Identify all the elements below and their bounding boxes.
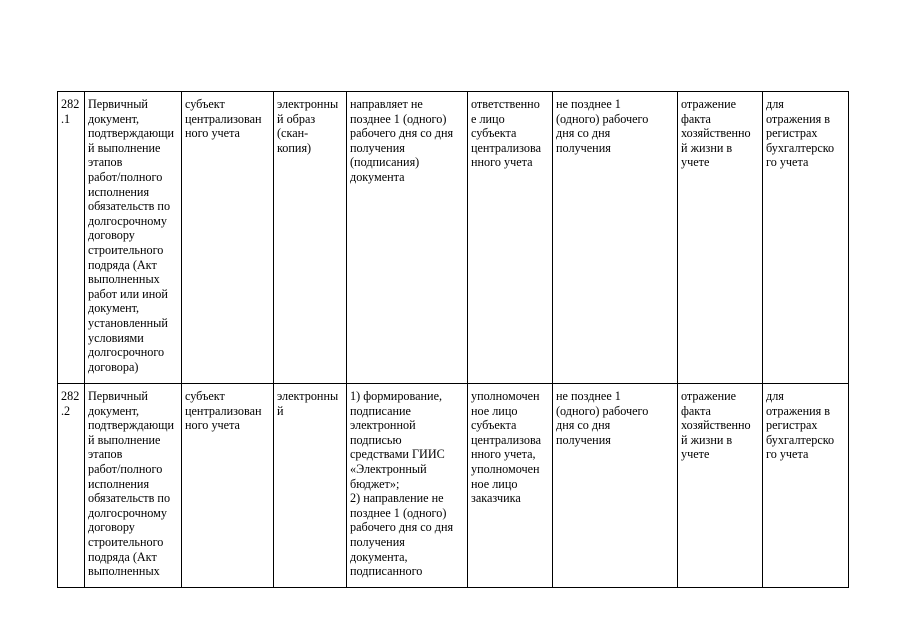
cell-text-line: для xyxy=(766,97,784,111)
cell-text-line: ответственно xyxy=(471,97,540,111)
cell-text-line: выполненных xyxy=(88,564,160,579)
cell-responsible-person xyxy=(468,384,553,588)
cell-text-line: й жизни в xyxy=(681,432,733,447)
cell-text-line: не позднее 1 xyxy=(556,97,621,111)
cell-text-line: (скан- xyxy=(277,126,309,141)
cell-text-line: Первичный xyxy=(88,97,148,111)
cell-text-line: учете xyxy=(681,447,710,462)
table-body xyxy=(58,92,849,588)
cell-text-line: .1 xyxy=(61,111,71,126)
cell-text-line: «Электронный xyxy=(350,461,427,476)
cell-text-line: документ, xyxy=(88,111,140,126)
cell-text-line: уполномочен xyxy=(471,461,540,476)
cell-text-line: го учета xyxy=(766,447,809,462)
cell-text-line: й xyxy=(277,403,284,418)
cell-text-line: заказчика xyxy=(471,491,521,506)
cell-text-line: обязательств по xyxy=(88,199,171,214)
cell-text-line: исполнения xyxy=(88,476,150,491)
cell-text-line: документ, xyxy=(88,301,140,316)
cell-text-line: долгосрочного xyxy=(88,345,165,360)
cell-text-line: 282 xyxy=(61,389,80,403)
cell-text-line: бухгалтерско xyxy=(766,140,835,155)
cell-text-line: Первичный xyxy=(88,389,148,403)
cell-procedure xyxy=(347,92,468,384)
cell-text-line: нного учета, xyxy=(471,447,536,462)
cell-originator xyxy=(182,92,274,384)
cell-text-line: подписание xyxy=(350,403,411,418)
cell-text-line: получения xyxy=(350,534,405,549)
cell-text-line: этапов xyxy=(88,155,123,170)
cell-text-line: (одного) рабочего xyxy=(556,403,649,418)
cell-recipient-use xyxy=(763,92,849,384)
cell-purpose xyxy=(678,92,763,384)
cell-text-line: субъект xyxy=(185,389,225,403)
cell-text-line: й жизни в xyxy=(681,140,733,155)
cell-text-line: факта xyxy=(681,111,711,126)
cell-text-line: этапов xyxy=(88,447,123,462)
cell-text-line: централизова xyxy=(471,140,541,155)
cell-text-line: договора) xyxy=(88,359,139,374)
cell-text-line: централизова xyxy=(471,432,541,447)
cell-text-line: дня со дня xyxy=(556,418,611,433)
cell-text-line: факта xyxy=(681,403,711,418)
cell-text-line: работ/полного xyxy=(88,461,163,476)
cell-text-line: для xyxy=(766,389,784,403)
cell-text-line: строительного xyxy=(88,242,164,257)
cell-document-form xyxy=(274,92,347,384)
cell-text-line: документ, xyxy=(88,403,140,418)
cell-responsible-person xyxy=(468,92,553,384)
cell-procedure xyxy=(347,384,468,588)
cell-text-line: не позднее 1 xyxy=(556,389,621,403)
cell-text-line: 2) направление не xyxy=(350,491,444,506)
cell-text-line: подряда (Акт xyxy=(88,257,157,272)
cell-text-line: й выполнение xyxy=(88,432,161,447)
cell-document-name xyxy=(85,92,182,384)
cell-text-line: документа, xyxy=(350,549,408,564)
cell-text-line: регистрах xyxy=(766,126,818,141)
cell-text-line: субъекта xyxy=(471,418,517,433)
cell-text-line: (одного) рабочего xyxy=(556,111,649,126)
cell-text-line: хозяйственно xyxy=(681,126,751,141)
cell-text-line: (подписания) xyxy=(350,155,420,170)
cell-text-line: регистрах xyxy=(766,418,818,433)
cell-text-line: нного учета xyxy=(471,155,533,170)
cell-text-line: е лицо xyxy=(471,111,505,126)
cell-text-line: позднее 1 (одного) xyxy=(350,111,447,126)
cell-text-line: хозяйственно xyxy=(681,418,751,433)
cell-text-line: 282 xyxy=(61,97,80,111)
cell-originator xyxy=(182,384,274,588)
cell-text-line: ное лицо xyxy=(471,403,518,418)
cell-text-line: документа xyxy=(350,169,405,184)
cell-text-line: рабочего дня со дня xyxy=(350,126,454,141)
cell-text-line: условиями xyxy=(88,330,144,345)
cell-text-line: работ/полного xyxy=(88,169,163,184)
cell-text-line: направляет не xyxy=(350,97,423,111)
cell-row-number xyxy=(58,92,85,384)
cell-text-line: централизован xyxy=(185,111,262,126)
cell-text-line: средствами ГИИС xyxy=(350,447,445,462)
cell-text-line: договору xyxy=(88,228,135,243)
cell-text-line: долгосрочному xyxy=(88,213,167,228)
cell-text-line: позднее 1 (одного) xyxy=(350,505,447,520)
cell-text-line: ное лицо xyxy=(471,476,518,491)
cell-text-line: ного учета xyxy=(185,418,240,433)
cell-text-line: бухгалтерско xyxy=(766,432,835,447)
cell-text-line: получения xyxy=(556,432,611,447)
cell-text-line: отражения в xyxy=(766,111,831,126)
cell-text-line: электронны xyxy=(277,97,339,111)
cell-text-line: выполненных xyxy=(88,272,160,287)
table-row xyxy=(58,384,849,588)
cell-text-line: учете xyxy=(681,155,710,170)
cell-text-line: го учета xyxy=(766,155,809,170)
cell-text-line: установленный xyxy=(88,315,168,330)
cell-text-line: 1) формирование, xyxy=(350,389,443,403)
cell-text-line: копия) xyxy=(277,140,312,155)
cell-text-line: работ или иной xyxy=(88,286,168,301)
cell-text-line: подряда (Акт xyxy=(88,549,157,564)
cell-text-line: й выполнение xyxy=(88,140,161,155)
cell-text-line: получения xyxy=(350,140,405,155)
cell-text-line: исполнения xyxy=(88,184,150,199)
cell-recipient-use xyxy=(763,384,849,588)
cell-text-line: ного учета xyxy=(185,126,240,141)
cell-text-line: электронной xyxy=(350,418,416,433)
cell-text-line: й образ xyxy=(277,111,316,126)
document-table xyxy=(57,91,849,588)
cell-document-name xyxy=(85,384,182,588)
cell-text-line: подтверждающи xyxy=(88,126,175,141)
cell-text-line: отражение xyxy=(681,389,737,403)
cell-purpose xyxy=(678,384,763,588)
cell-text-line: .2 xyxy=(61,403,71,418)
cell-text-line: отражение xyxy=(681,97,737,111)
cell-document-form xyxy=(274,384,347,588)
cell-text-line: уполномочен xyxy=(471,389,540,403)
cell-deadline xyxy=(553,384,678,588)
table-row xyxy=(58,92,849,384)
cell-text-line: централизован xyxy=(185,403,262,418)
cell-text-line: получения xyxy=(556,140,611,155)
cell-text-line: субъект xyxy=(185,97,225,111)
cell-text-line: рабочего дня со дня xyxy=(350,520,454,535)
cell-deadline xyxy=(553,92,678,384)
cell-text-line: подписанного xyxy=(350,564,423,579)
cell-text-line: строительного xyxy=(88,534,164,549)
cell-text-line: электронны xyxy=(277,389,339,403)
cell-text-line: отражения в xyxy=(766,403,831,418)
cell-text-line: подтверждающи xyxy=(88,418,175,433)
cell-text-line: подписью xyxy=(350,432,402,447)
cell-text-line: дня со дня xyxy=(556,126,611,141)
cell-text-line: обязательств по xyxy=(88,491,171,506)
cell-row-number xyxy=(58,384,85,588)
cell-text-line: договору xyxy=(88,520,135,535)
cell-text-line: долгосрочному xyxy=(88,505,167,520)
cell-text-line: субъекта xyxy=(471,126,517,141)
cell-text-line: бюджет»; xyxy=(350,476,400,491)
